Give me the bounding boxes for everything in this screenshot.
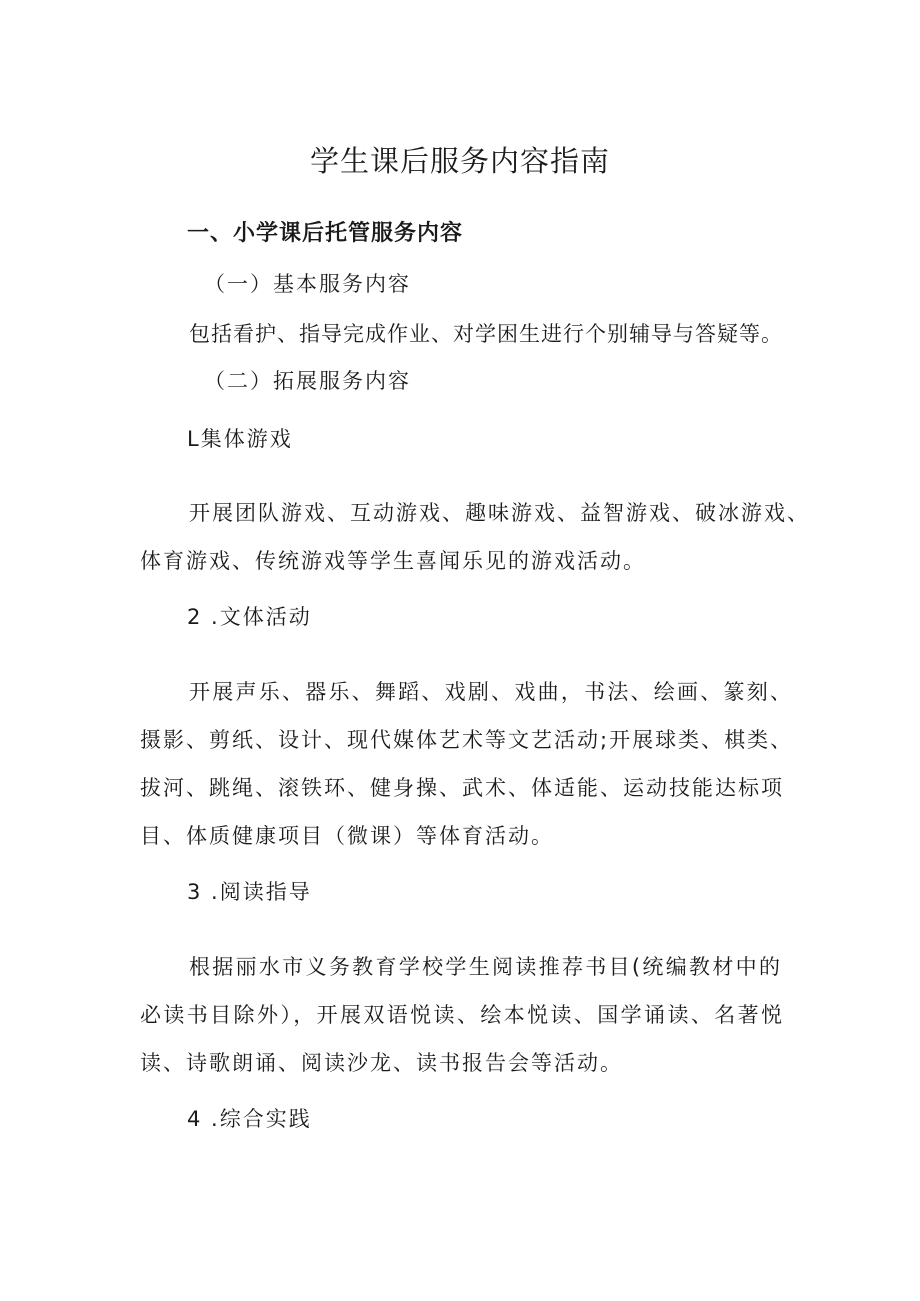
item-heading-arts-sports: 2 .文体活动 bbox=[187, 605, 312, 629]
subsection-heading-basic-services: （一）基本服务内容 bbox=[204, 272, 411, 296]
group-games-paragraph-line: 体育游戏、传统游戏等学生喜闻乐见的游戏活动。 bbox=[140, 549, 646, 573]
subsection-heading-extended-services: （二）拓展服务内容 bbox=[204, 369, 411, 393]
reading-guidance-paragraph-line: 必读书目除外），开展双语悦读、绘本悦读、国学诵读、名著悦 bbox=[140, 1003, 784, 1027]
arts-sports-paragraph-line: 目、体质健康项目（微课）等体育活动。 bbox=[140, 824, 554, 848]
basic-services-paragraph: 包括看护、指导完成作业、对学困生进行个别辅导与答疑等。 bbox=[189, 322, 783, 346]
reading-guidance-paragraph-line: 读、诗歌朗诵、阅读沙龙、读书报告会等活动。 bbox=[140, 1051, 623, 1075]
item-heading-reading-guidance: 3 .阅读指导 bbox=[187, 880, 312, 904]
item-heading-group-games: L集体游戏 bbox=[187, 427, 293, 451]
reading-guidance-paragraph-line: 根据丽水市义务教育学校学生阅读推荐书目(统编教材中的 bbox=[189, 955, 782, 979]
item-heading-comprehensive-practice: 4 .综合实践 bbox=[187, 1107, 312, 1131]
section-heading-primary-after-school-care: 一、小学课后托管服务内容 bbox=[187, 221, 464, 246]
group-games-paragraph-line: 开展团队游戏、互动游戏、趣味游戏、益智游戏、破冰游戏、 bbox=[189, 501, 810, 525]
arts-sports-paragraph-line: 摄影、剪纸、设计、现代媒体艺术等文艺活动;开展球类、棋类、 bbox=[140, 728, 794, 752]
document-title: 学生课后服务内容指南 bbox=[309, 144, 610, 178]
arts-sports-paragraph-line: 拔河、跳绳、滚铁环、健身操、武术、体适能、运动技能达标项 bbox=[140, 776, 784, 800]
arts-sports-paragraph-line: 开展声乐、器乐、舞蹈、戏剧、戏曲，书法、绘画、篆刻、 bbox=[189, 680, 793, 704]
